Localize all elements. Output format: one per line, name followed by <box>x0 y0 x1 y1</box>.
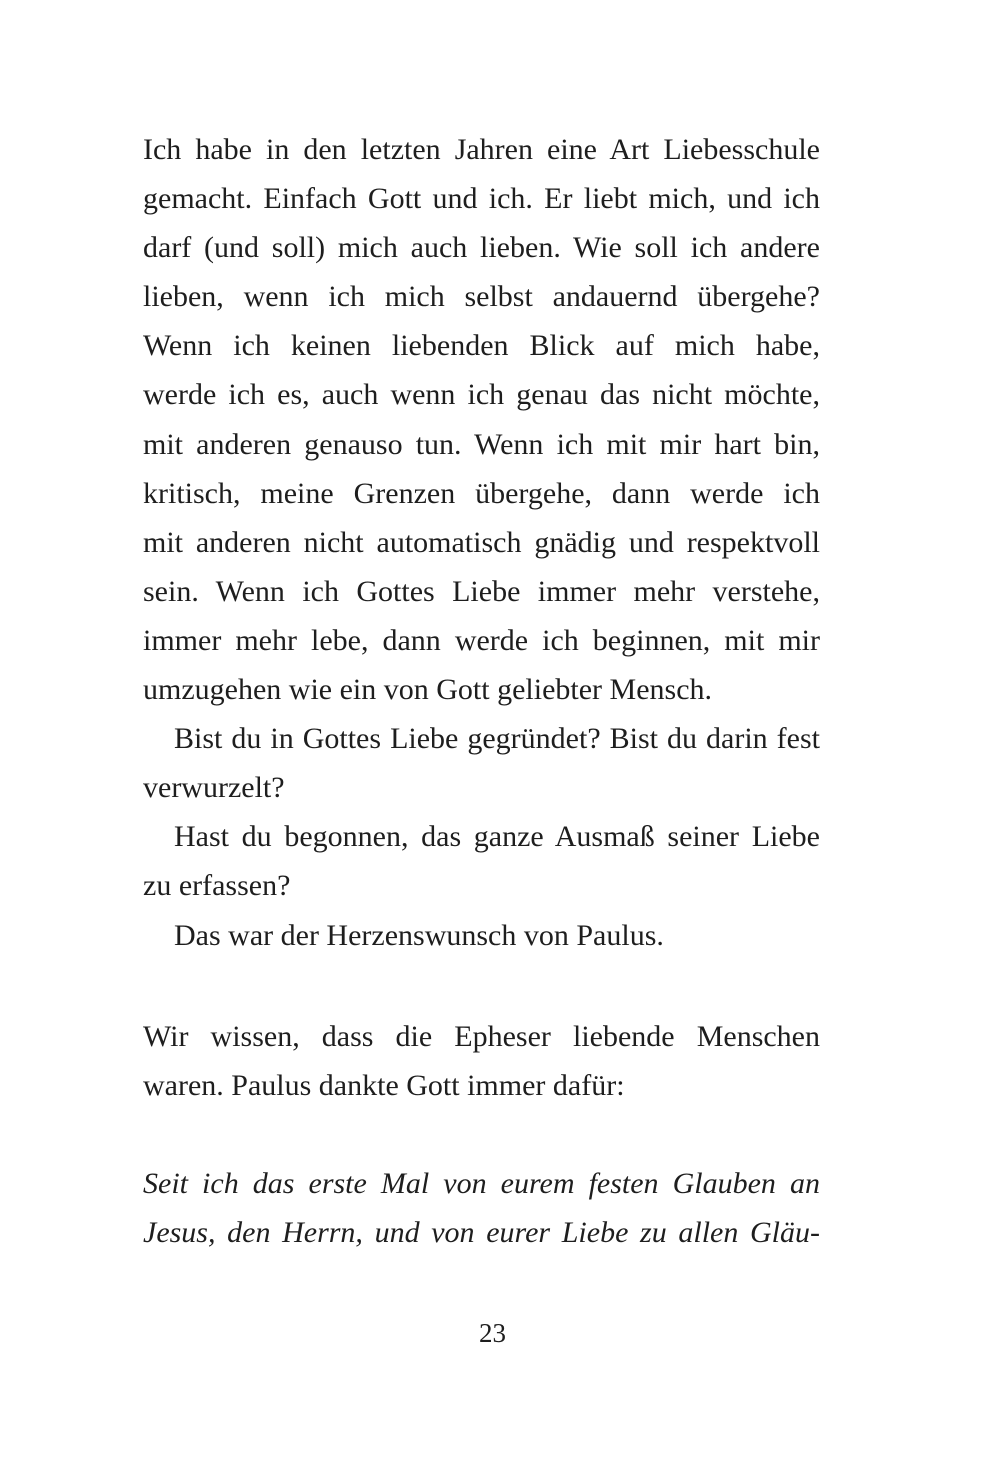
text-line: verwurzelt? <box>143 771 285 805</box>
text-line: sein. Wenn ich Gottes Liebe immer mehr verstehe, <box>143 574 820 608</box>
text-line: mit anderen nicht automatisch gnädig und respektvoll <box>143 525 820 559</box>
bible-quote <box>143 1159 820 1257</box>
paragraph <box>143 125 820 714</box>
text-line: zu erfassen? <box>143 869 291 903</box>
text-line: Bist du in Gottes Liebe gegründet? Bist du darin fest <box>174 722 820 756</box>
text-line: werde ich es, auch wenn ich genau das nicht möchte, <box>143 378 820 412</box>
body-text-section-1 <box>143 125 820 960</box>
text-line: Hast du begonnen, das ganze Ausmaß seiner Liebe <box>174 820 820 854</box>
text-line: Wenn ich keinen liebenden Blick auf mich habe, <box>143 329 820 363</box>
text-line: waren. Paulus dankte Gott immer dafür: <box>143 1069 625 1103</box>
paragraph <box>143 911 820 960</box>
paragraph <box>143 714 820 812</box>
text-line: Das war der Herzenswunsch von Paulus. <box>174 918 664 952</box>
paragraph <box>143 812 820 910</box>
text-line: umzugehen wie ein von Gott geliebter Mensch. <box>143 673 713 707</box>
paragraph <box>143 1012 820 1110</box>
text-line: immer mehr lebe, dann werde ich beginnen, mit mir <box>143 623 820 657</box>
text-line: darf (und soll) mich auch lieben. Wie soll ich andere <box>143 231 820 265</box>
text-line: mit anderen genauso tun. Wenn ich mit mir hart bin, <box>143 427 820 461</box>
page-number: 23 <box>479 1318 506 1348</box>
text-line: lieben, wenn ich mich selbst andauernd übergehe? <box>143 280 820 314</box>
text-line: Wir wissen, dass die Epheser liebende Menschen <box>143 1020 820 1053</box>
quote-line: Seit ich das erste Mal von eurem festen Glauben an <box>143 1167 820 1200</box>
quote-line: Jesus, den Herrn, und von eurer Liebe zu allen Gläu- <box>143 1216 820 1250</box>
text-line: kritisch, meine Grenzen übergehe, dann werde ich <box>143 476 820 510</box>
text-line: gemacht. Einfach Gott und ich. Er liebt mich, und ich <box>143 182 820 216</box>
quote-paragraph <box>143 1159 820 1257</box>
text-line: Ich habe in den letzten Jahren eine Art Liebesschule <box>143 133 820 166</box>
body-text-section-2 <box>143 1012 820 1110</box>
